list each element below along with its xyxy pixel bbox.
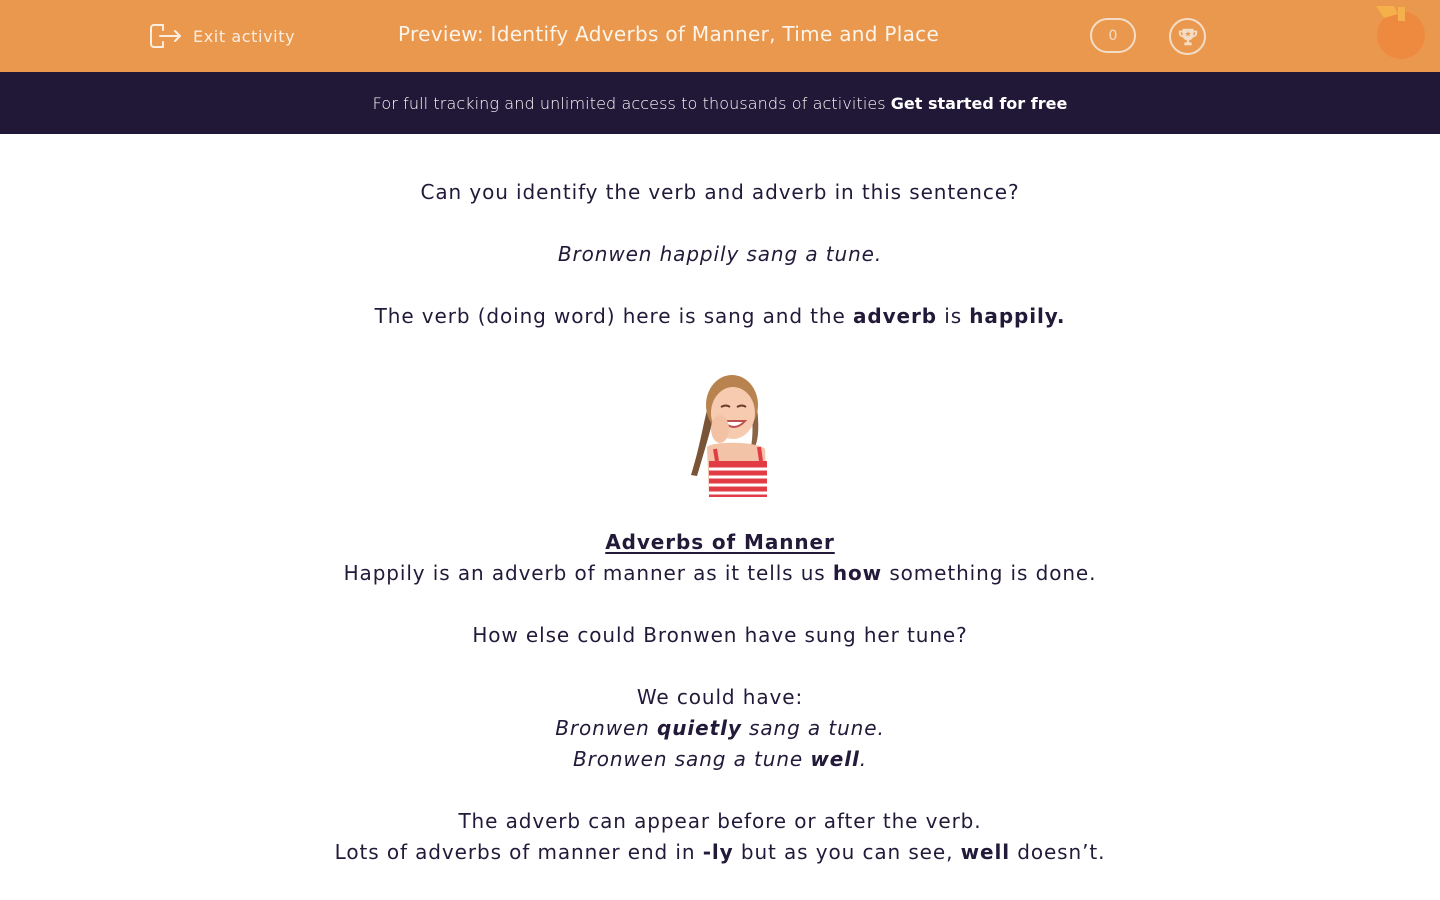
page-title: Preview: Identify Adverbs of Manner, Time and Place [398,22,940,46]
score-badge: 0 [1090,18,1136,53]
trophy-button[interactable] [1169,18,1206,55]
definition-part: Happily is an adverb of manner as it tells us [343,561,826,585]
ly-note-bold-well: well [960,840,1010,864]
example-bold-quietly: quietly [657,716,742,740]
example-period: . [859,747,868,771]
top-bar [0,0,1440,72]
ly-note [0,840,1440,864]
trophy-icon [1177,26,1199,48]
example-sentence: Bronwen happily sang a tune. [557,242,883,266]
smiling-girl-image [617,363,819,497]
example-quietly [0,716,1440,740]
definition-bold-how: how [832,561,883,585]
explanation-part: The verb (doing word) here is sang and the [374,304,846,328]
ly-note-part: Lots of adverbs of manner end in [334,840,696,864]
orange-logo-icon [1374,4,1430,62]
signup-banner [0,72,1440,134]
section-heading-adverbs-of-manner: Adverbs of Manner [605,530,835,554]
example-part: sang a tune. [749,716,885,740]
question-text: Can you identify the verb and adverb in this sentence? [420,180,1020,204]
example-part: Bronwen sang a tune [572,747,804,771]
explanation-bold-happily: happily. [969,304,1066,328]
exit-activity-button[interactable] [149,20,295,52]
ly-note-part: doesn’t. [1017,840,1106,864]
example-bold-well: well [810,747,860,771]
get-started-link[interactable]: Get started for free [890,93,1068,113]
example-well [0,747,1440,771]
ly-note-part: but as you can see, [740,840,954,864]
could-have-text: We could have: [636,685,804,709]
position-note: The adverb can appear before or after the verb. [458,809,982,833]
ly-note-bold-ly: -ly [702,840,734,864]
exit-activity-label: Exit activity [193,26,296,46]
explanation-text [0,304,1440,328]
example-part: Bronwen [555,716,650,740]
lesson-content [0,134,1440,900]
girl-illustration [617,363,819,497]
prompt-text: How else could Bronwen have sung her tune? [472,623,968,647]
banner-text: For full tracking and unlimited access to thousands of activities [372,93,886,113]
exit-icon [149,21,183,51]
explanation-bold-adverb: adverb [852,304,937,328]
definition-part: something is done. [889,561,1097,585]
manner-definition [0,561,1440,585]
explanation-part: is [944,304,963,328]
